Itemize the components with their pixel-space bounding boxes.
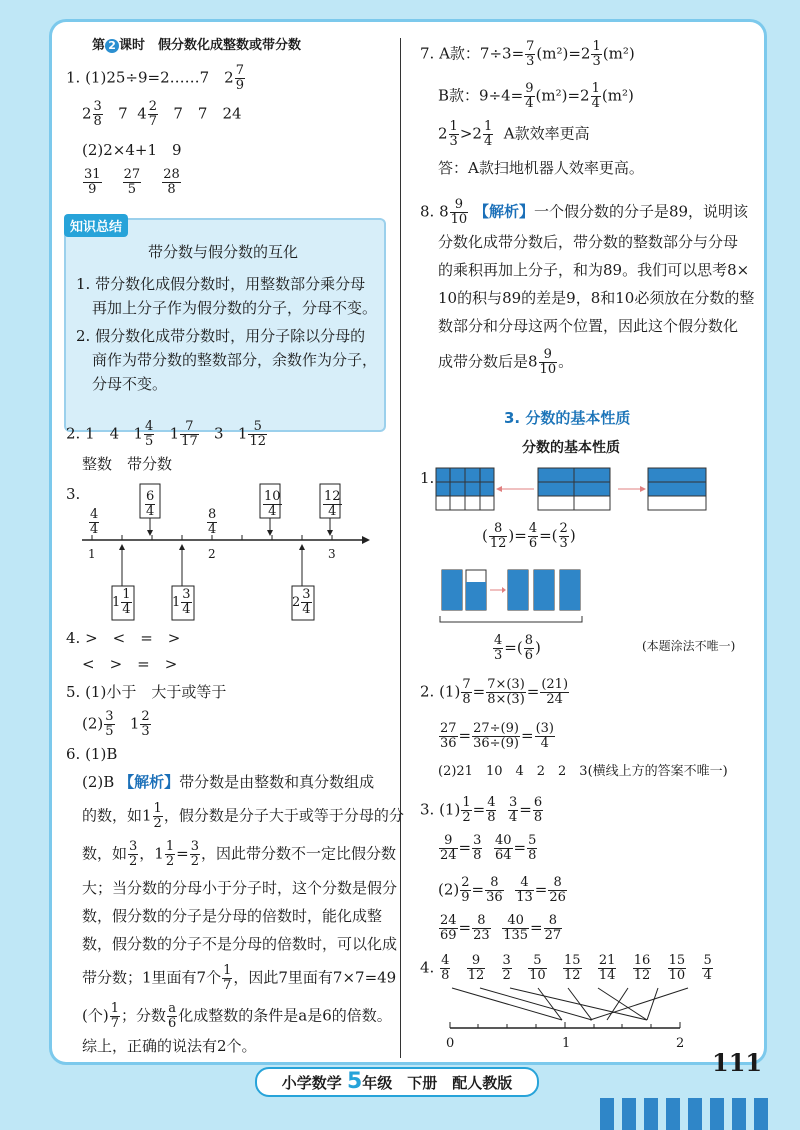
lesson-number-badge: 2 <box>105 39 119 53</box>
r-q4-fracs: 4. $\frac{4}{8}$ $\frac{9}{12}$ $\frac{3}{2}$ $\frac{5}{10}$ $\frac{15}{12}$ $\frac{21}{14}$ $\frac{16}{12}$ $\frac{15}{10}$ $\frac{5}{4}$ <box>420 953 712 983</box>
q3-bottom-1: 1 $\frac{1}{4}$ <box>112 587 131 617</box>
footer-banner: 小学数学 5年级 下册 配人教版 <box>255 1067 539 1097</box>
r-q1-eq1: ( $\frac{8}{12}$ )= $\frac{4}{6}$ =( $\frac{2}{3}$ ) <box>482 521 576 551</box>
q3-tick-2: 2 <box>208 547 216 561</box>
r-q7-line1: 7. A款：7÷3= $\frac{7}{3}$ (m²)=2 $\frac{1}{3}$ (m²) <box>420 39 635 69</box>
q6-line6: 数，假分数的分子是分母的倍数时，能化成整 <box>82 907 383 925</box>
q3-label: 3. <box>66 485 81 503</box>
q3-top-frac-3: $\frac{8}{4}$ <box>208 507 217 537</box>
q6-line2: (2)B 【解析】带分数是由整数和真分数组成 <box>82 773 375 791</box>
r-q8-line1: 8. 8 $\frac{9}{10}$ 【解析】一个假分数的分子是89，说明该 <box>420 197 749 227</box>
column-divider <box>400 38 401 1058</box>
q4-line2: < > = > <box>82 655 178 673</box>
q3-top-frac-1: $\frac{4}{4}$ <box>90 507 99 537</box>
summary-rule1a: 1. 带分数化成假分数时，用整数部分乘分母 <box>76 275 366 293</box>
q4-axis-2: 2 <box>676 1036 685 1051</box>
q6-line4: 数，如 $\frac{3}{2}$ ，1 $\frac{1}{2}$ = $\frac{3}{2}$ ，因此带分数不一定比假分数 <box>82 839 396 869</box>
q1-grid-diagram <box>434 466 734 516</box>
r-q7-line3: 2 $\frac{1}{3}$ >2 $\frac{1}{4}$ A款效率更高 <box>438 119 590 149</box>
q1-line1: 1. (1)25÷9=2……7 2 $\frac{7}{9}$ <box>66 63 245 93</box>
summary-rule2c: 分母不变。 <box>92 375 168 393</box>
q4-axis-1: 1 <box>562 1036 571 1051</box>
q3-bottom-2: 1 $\frac{3}{4}$ <box>172 587 191 617</box>
q2-line1: 2. 1 4 1 $\frac{4}{5}$ 1 $\frac{7}{17}$ 3 1 $\frac{5}{12}$ <box>66 419 266 449</box>
summary-rule2b: 商作为带分数的整数部分，余数作为分子， <box>92 351 378 369</box>
q3-tick-3: 3 <box>328 547 336 561</box>
q3-top-frac-4: $\frac{10}{4}$ <box>264 489 281 519</box>
r-q7-line4: 答：A款扫地机器人效率更高。 <box>438 159 644 177</box>
r-q8-line4: 10的积与89的差是9，8和10必须放在分数的整 <box>438 289 755 307</box>
q3-top-frac-5: $\frac{12}{4}$ <box>324 489 341 519</box>
q1-cylinders-diagram <box>438 562 638 632</box>
q4-axis-0: 0 <box>446 1036 455 1051</box>
r-q2-line1: 2. (1) $\frac{7}{8}$ = $\frac{7\times(3)}{8\times(3)}$ = $\frac{(21)}{24}$ <box>420 677 569 707</box>
q6-line9: (个) $\frac{1}{7}$ ；分数 $\frac{a}{6}$ 化成整数的条件是a是6的倍数。 <box>82 1001 392 1031</box>
q6-line8: 带分数；1里面有7个 $\frac{1}{7}$ ，因此7里面有7×7=49 <box>82 963 397 993</box>
lesson-title: 第 2 课时 假分数化成整数或带分数 <box>92 38 302 53</box>
q5-line2: (2) $\frac{3}{5}$ 1 $\frac{2}{3}$ <box>82 709 150 739</box>
q6-line10: 综上，正确的说法有2个。 <box>82 1037 257 1055</box>
section-title: 3. 分数的基本性质 <box>504 409 631 427</box>
sub-title: 分数的基本性质 <box>522 440 620 456</box>
r-q3-row4: $\frac{24}{69}$ = $\frac{8}{23}$ $\frac{40}{135}$ = $\frac{8}{27}$ <box>440 913 562 943</box>
r-q3-row2: $\frac{9}{24}$ = $\frac{3}{8}$ $\frac{40}{64}$ = $\frac{5}{8}$ <box>440 833 537 863</box>
page-number: 111 <box>712 1048 763 1077</box>
q1-line4: $\frac{31}{9}$ $\frac{27}{5}$ $\frac{28}{8}$ <box>84 167 180 197</box>
q3-bottom-3: 2 $\frac{3}{4}$ <box>292 587 311 617</box>
decorative-stripes <box>600 1098 770 1130</box>
r-q7-line2: B款：9÷4= $\frac{9}{4}$ (m²)=2 $\frac{1}{4}$ (m²) <box>438 81 634 111</box>
summary-rule2a: 2. 假分数化成带分数时，用分子除以分母的 <box>76 327 366 345</box>
q3-top-frac-2: $\frac{6}{4}$ <box>146 489 155 519</box>
q6-line3: 的数，如1 $\frac{1}{2}$ ，假分数是分子大于或等于分母的分 <box>82 801 404 831</box>
summary-title: 带分数与假分数的互化 <box>148 243 299 261</box>
q5-line1: 5. (1)小于 大于或等于 <box>66 683 227 701</box>
q1-line2: 2 $\frac{3}{8}$ 7 4 $\frac{2}{7}$ 7 7 24 <box>82 99 242 129</box>
knowledge-summary-tag: 知识总结 <box>64 214 128 237</box>
r-q2-line3: (2)21 10 4 2 2 3(横线上方的答案不唯一) <box>438 764 728 779</box>
r-q8-line3: 的乘积再加上分子，和为89。我们可以思考8× <box>438 261 750 279</box>
summary-rule1b: 再加上分子作为假分数的分子，分母不变。 <box>92 299 378 317</box>
q2-line2: 整数 带分数 <box>82 455 173 473</box>
r-q2-line2: $\frac{27}{36}$ = $\frac{27\div(9)}{36\div(9)}$ = $\frac{(3)}{4}$ <box>440 721 554 751</box>
r-q3-row3: (2) $\frac{2}{9}$ = $\frac{8}{36}$ $\frac{4}{13}$ = $\frac{8}{26}$ <box>438 875 566 905</box>
q6-line1: 6. (1)B <box>66 745 118 763</box>
q3-tick-1: 1 <box>88 547 96 561</box>
r-q8-line2: 分数化成带分数后，带分数的整数部分与分母 <box>438 233 739 251</box>
r-q8-line5: 数部分和分母这两个位置，因此这个假分数化 <box>438 317 739 335</box>
answer-page <box>52 22 764 1062</box>
q6-line5: 大；当分数的分母小于分子时，这个分数是假分 <box>82 879 398 897</box>
r-q1-note: (本题涂法不唯一) <box>642 639 736 653</box>
r-q1-label: 1. <box>420 469 435 487</box>
q4-line1: 4. > < = > <box>66 629 181 647</box>
q6-line7: 数，假分数的分子不是分母的倍数时，可以化成 <box>82 935 398 953</box>
r-q8-line6: 成带分数后是8 $\frac{9}{10}$ 。 <box>438 347 574 377</box>
q1-line3: (2)2×4+1 9 <box>82 141 182 159</box>
r-q3-row1: 3. (1) $\frac{1}{2}$ = $\frac{4}{8}$ $\frac{3}{4}$ = $\frac{6}{8}$ <box>420 795 543 825</box>
r-q1-eq2: $\frac{4}{3}$ =( $\frac{8}{6}$ ) <box>494 633 541 663</box>
